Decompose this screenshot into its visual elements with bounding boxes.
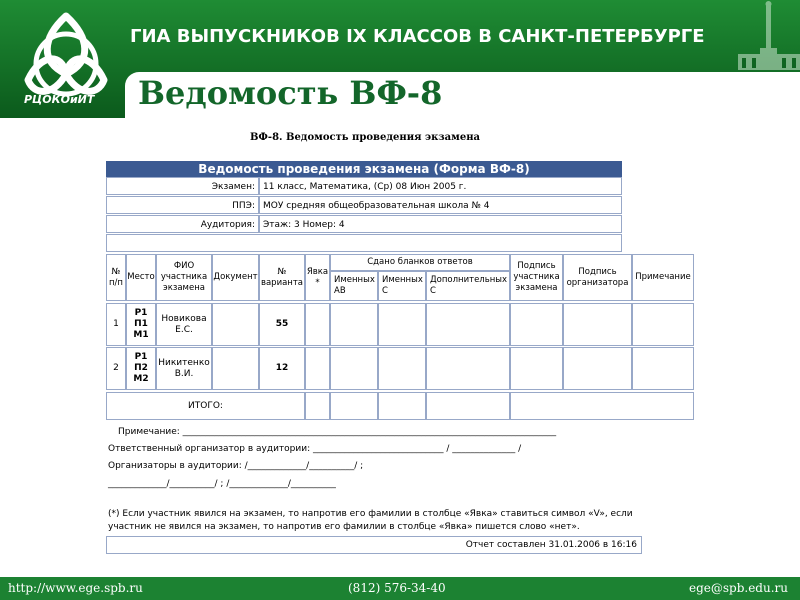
col-place-header: Место [126, 254, 156, 301]
col-note-header: Примечание [632, 254, 694, 301]
row1-fio: Новикова Е.С. [156, 303, 212, 346]
row1-place-m: М1 [133, 330, 149, 340]
row1-place-r: Р1 [134, 308, 148, 318]
row2-named-ab [330, 347, 378, 390]
row2-fio: Никитенко В.И. [156, 347, 212, 390]
row1-note [632, 303, 694, 346]
row2-sign-participant [510, 347, 563, 390]
responsible-organizer-line: Ответственный организатор в аудитории: _____________________________ / ______________ / [108, 444, 522, 454]
note-line: Примечание: ___________________________________________________________________________________ [118, 427, 557, 437]
row1-variant: 55 [259, 303, 305, 346]
col-variant-header: № варианта [259, 254, 305, 301]
row2-num: 2 [106, 347, 126, 390]
logo-text: РЦОКОиИТ [24, 93, 95, 106]
row1-place [126, 303, 156, 346]
row1-sign-organizer [563, 303, 632, 346]
footer-email-link[interactable]: ege@spb.edu.ru [688, 581, 788, 595]
col-attendance-header: Явка * [305, 254, 330, 301]
row1-place-p: П1 [134, 319, 148, 329]
form-title: Ведомость проведения экзамена (Форма ВФ-8) [106, 161, 622, 177]
total-attendance [305, 392, 330, 420]
col-num-header: № п/п [106, 254, 126, 301]
total-named-ab [330, 392, 378, 420]
total-named-c [378, 392, 426, 420]
row1-sign-participant [510, 303, 563, 346]
organizers-line-1: Организаторы в аудитории: /_____________/__________/ ; [108, 461, 364, 471]
report-timestamp: Отчет составлен 31.01.2006 в 16:16 [106, 536, 642, 554]
row2-place-r: Р1 [134, 352, 148, 362]
row1-num: 1 [106, 303, 126, 346]
auditorium-label: Аудитория: [106, 215, 259, 233]
organizers-line-2: _____________/__________/ ; /_____________/__________ [108, 479, 336, 489]
row2-named-c [378, 347, 426, 390]
page-subtitle: Ведомость ВФ-8 [138, 74, 443, 112]
total-label: ИТОГО: [106, 392, 305, 420]
row2-place-m: М2 [133, 374, 149, 384]
row2-document [212, 347, 259, 390]
monument-icon [738, 0, 800, 70]
col-named-c-header: Именных С [378, 271, 426, 301]
col-fio-header: ФИО участника экзамена [156, 254, 212, 301]
ppe-label: ППЭ: [106, 196, 259, 214]
exam-value: 11 класс, Математика, (Ср) 08 Июн 2005 г. [259, 177, 622, 195]
exam-label: Экзамен: [106, 177, 259, 195]
row1-named-c [378, 303, 426, 346]
footnote-line-2: участник не явился на экзамен, то напротив его фамилии в столбце «Явка» пишется слово «нет». [108, 522, 580, 532]
col-named-ab-header: Именных АВ [330, 271, 378, 301]
footer-website-link[interactable]: http://www.ege.spb.ru [8, 581, 143, 595]
row2-place [126, 347, 156, 390]
col-sign-participant-header: Подпись участника экзамена [510, 254, 563, 301]
row2-attendance [305, 347, 330, 390]
col-submitted-header: Сдано бланков ответов [330, 254, 510, 271]
total-additional-c [426, 392, 510, 420]
col-document-header: Документ [212, 254, 259, 301]
ppe-value: МОУ средняя общеобразовательная школа № 4 [259, 196, 622, 214]
footer-bar [0, 577, 800, 600]
row2-variant: 12 [259, 347, 305, 390]
col-additional-c-header: Дополнительных С [426, 271, 510, 301]
row2-place-p: П2 [134, 363, 148, 373]
row1-attendance [305, 303, 330, 346]
row1-additional-c [426, 303, 510, 346]
row1-named-ab [330, 303, 378, 346]
row2-sign-organizer [563, 347, 632, 390]
col-sign-organizer-header: Подпись организатора [563, 254, 632, 301]
footer-phone: (812) 576-34-40 [348, 581, 446, 595]
row2-note [632, 347, 694, 390]
row1-document [212, 303, 259, 346]
total-rest [510, 392, 694, 420]
document-caption: ВФ-8. Ведомость проведения экзамена [249, 132, 480, 143]
footnote-line-1: (*) Если участник явился на экзамен, то напротив его фамилии в столбце «Явка» ставиться символ «V», если [108, 509, 633, 519]
auditorium-value: Этаж: 3 Номер: 4 [259, 215, 622, 233]
row2-additional-c [426, 347, 510, 390]
page-title: ГИА ВЫПУСКНИКОВ IX КЛАССОВ В САНКТ-ПЕТЕРБУРГЕ [130, 26, 705, 47]
empty-row [106, 234, 622, 252]
